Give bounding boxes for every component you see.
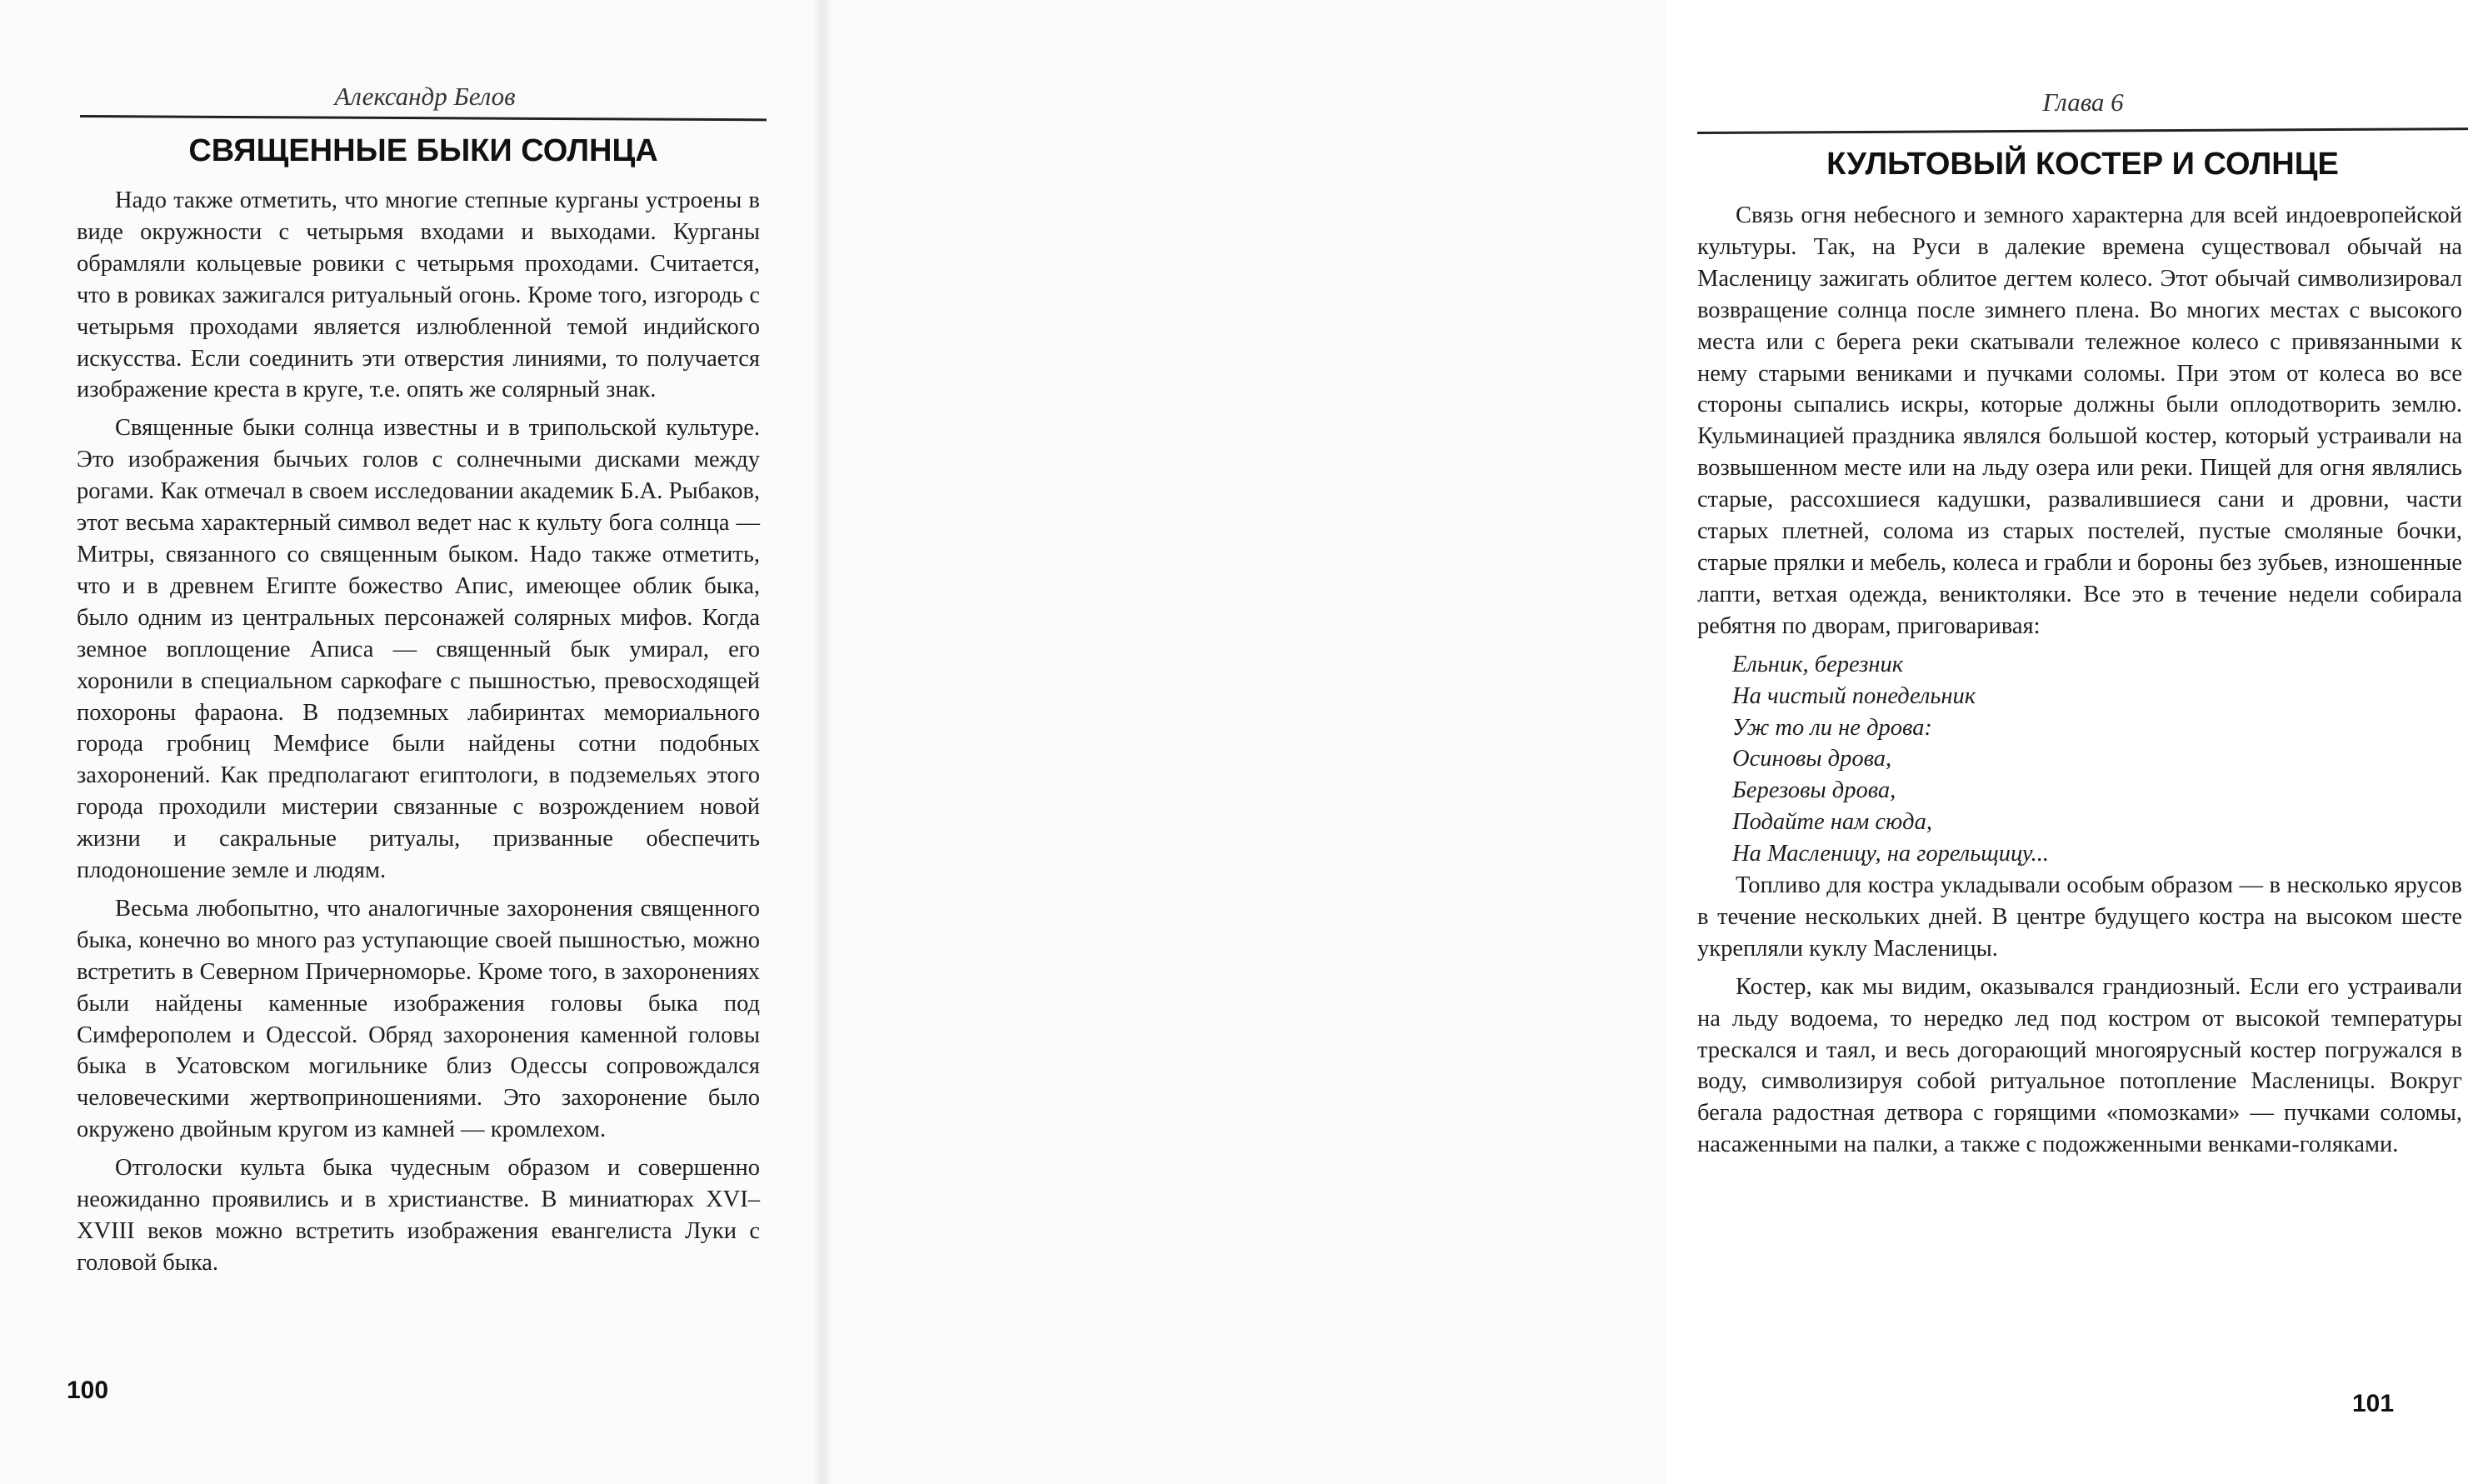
header-rule	[1697, 127, 2468, 134]
poem-line: Ельник, березник	[1732, 651, 1904, 677]
section-title: СВЯЩЕННЫЕ БЫКИ СОЛНЦА	[188, 133, 658, 168]
section-title: КУЛЬТОВЫЙ КОСТЕР И СОЛНЦЕ	[1826, 147, 2339, 182]
poem-line: Подайте нам сюда,	[1732, 809, 1932, 836]
left-page	[0, 0, 821, 1484]
right-page	[821, 0, 2462, 1484]
paragraph: Связь огня небесного и земного характерна для всей индоевропейской культуры. Так, на Руси в далекие времена существовал обычай на Масленицу зажигать облитое дегтем колесо. Этот обычай символизировал возвращение солнца после зимнего плена. Во многих местах с высокого места или с берега реки скатывали тележное колесо с привязанными к нему старыми вениками и пучками соломы. При этом от колеса во все стороны сыпались искры, которые должны были оплодотворить землю. Кульминацией праздника являлся большой костер, который устраивали на возвышенном месте или на льду озера или реки. Пищей для огня являлись старые, рассохшиеся кадушки, развалившиеся сани и дровни, части старых плетней, солома из старых постелей, пустые смоляные бочки, старые прялки и мебель, колеса и грабли и бороны без зубьев, изношенные лапти, ветхая одежда, вениктоляки. Все это в течение недели собирала ребятня по дворам, приговаривая:	[1697, 202, 2462, 639]
paragraph: Весьма любопытно, что аналогичные захоронения священного быка, конечно во много раз уступающие своей пышностью, можно встретить в Северном Причерноморье. Кроме того, в захоронениях были найдены каменные изображения головы быка под Симферополем и Одессой. Обряд захоронения каменной головы быка в Усатовском могильнике близ Одессы сопровождался человеческими жертвоприношениями. Это захоронение было окружено двойным кругом из камней — кромлехом.	[77, 895, 760, 1143]
poem-line: Уж то ли не дрова:	[1732, 714, 1932, 741]
paragraph: Отголоски культа быка чудесным образом и совершенно неожиданно проявились и в христианстве. В миниатюрах XVI–XVIII веков можно встретить изображения евангелиста Луки с головой быка.	[77, 1155, 760, 1276]
page-number: 101	[2352, 1390, 2395, 1417]
poem-line: На Масленицу, на горельщицу...	[1732, 841, 2050, 867]
poem-line: На чистый понедельник	[1732, 682, 1976, 709]
paragraph: Топливо для костра укладывали особым образом — в несколько ярусов в течение нескольких дней. В центре будущего костра на высоком шесте укрепляли куклу Масленицы.	[1697, 872, 2462, 962]
book-gutter	[812, 0, 832, 1484]
poem-line: Осиновы дрова,	[1732, 746, 1892, 772]
body-text	[1697, 200, 2462, 1167]
paragraph: Надо также отметить, что многие степные курганы устроены в виде окружности с четырьмя входами и выходами. Курганы обрамляли кольцевые ровики с четырьмя проходами. Считается, что в ровиках зажигался ритуальный огонь. Кроме того, изгородь с четырьмя проходами является излюбленной темой индийского искусства. Если соединить эти отверстия линиями, то получается изображение креста в круге, т.е. опять же солярный знак.	[77, 187, 760, 403]
header-rule	[80, 115, 767, 121]
running-head-author: Александр Белов	[334, 82, 516, 111]
page-number: 100	[67, 1377, 109, 1404]
paragraph: Костер, как мы видим, оказывался грандиозный. Если его устраивали на льду водоема, то нередко лед под костром от высокой температуры трескался и таял, и весь догорающий многоярусный костер погружался в воду, символизируя собой ритуальное потопление Масленицы. Вокруг бегала радостная детвора с горящими «помозками» — пучками соломы, насаженными на палки, а также с подожженными венками-голяками.	[1697, 973, 2462, 1158]
running-head-chapter: Глава 6	[2042, 87, 2124, 117]
body-text	[77, 185, 760, 1286]
paragraph: Священные быки солнца известны и в трипольской культуре. Это изображения бычьих голов с солнечными дисками между рогами. Как отмечал в своем исследовании академик Б.А. Рыбаков, этот весьма характерный символ ведет нас к культу бога солнца — Митры, связанного со священным быком. Надо также отметить, что и в древнем Египте божество Апис, имеющее облик быка, было одним из центральных персонажей солярных мифов. Когда земное воплощение Аписа — священный бык умирал, его хоронили в специальном саркофаге с пышностью, превосходящей похороны фараона. В подземных лабиринтах мемориального города гробниц Мемфисе были найдены сотни подобных захоронений. Как предполагают египтологи, в подземельях этого города проходили мистерии связанные с возрождением новой жизни и сакральные ритуалы, призванные обеспечить плодоношение земле и людям.	[77, 415, 760, 884]
poem	[1732, 649, 2462, 870]
poem-line: Березовы дрова,	[1732, 777, 1896, 804]
